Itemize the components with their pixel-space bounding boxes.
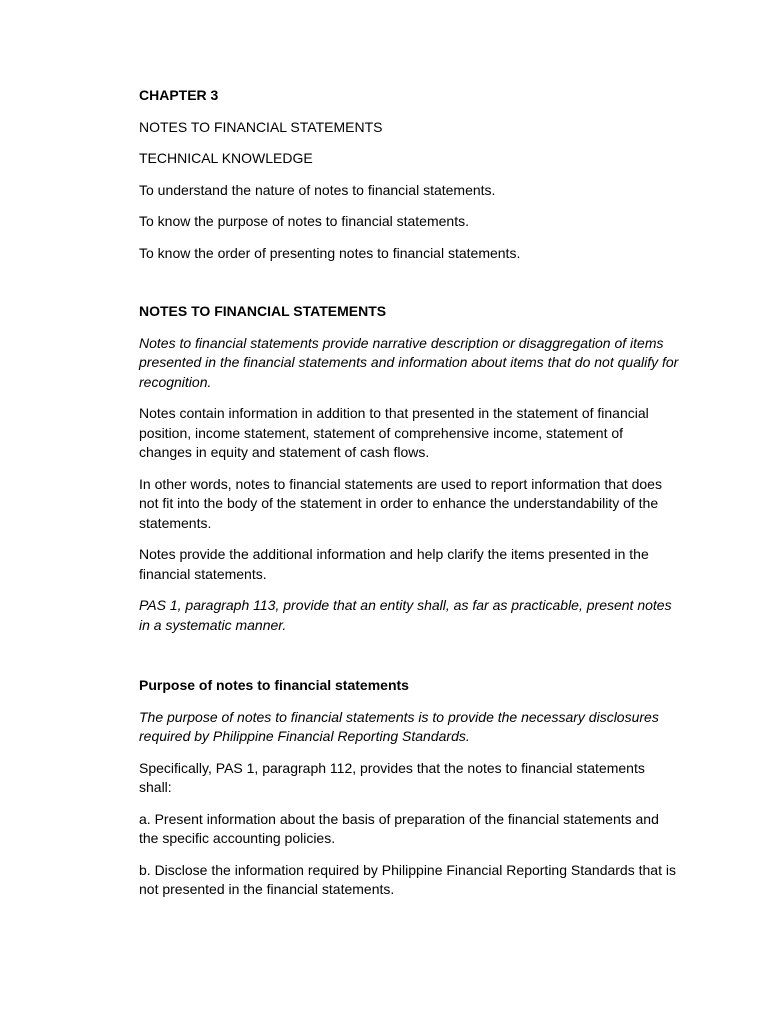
objective-item: To know the purpose of notes to financial statements. bbox=[139, 213, 469, 229]
body-paragraph: Notes contain information in addition to that presented in the statement of financial position, income statement, statement of comprehensive income, statement of changes in equity and statement of cash flows. bbox=[139, 405, 649, 460]
purpose-paragraph: The purpose of notes to financial statements is to provide the necessary disclosures required by Philippine Financial Reporting Standards. bbox=[139, 708, 659, 744]
list-item: b. Disclose the information required by Philippine Financial Reporting Standards that is not presented in the financial statements. bbox=[139, 861, 676, 897]
definition-paragraph: Notes to financial statements provide narrative description or disaggregation of items presented in the financial statements and information about items that do not qualify for recognition. bbox=[139, 334, 679, 390]
section-heading: Purpose of notes to financial statements bbox=[139, 677, 409, 693]
chapter-title: NOTES TO FINANCIAL STATEMENTS bbox=[139, 118, 383, 135]
body-paragraph: In other words, notes to financial statements are used to report information that does not fit into the body of the statement in order to enhance the understandability of the statements. bbox=[139, 475, 662, 531]
list-item: a. Present information about the basis of preparation of the financial statements and the specific accounting policies. bbox=[139, 810, 659, 846]
chapter-subtitle: TECHNICAL KNOWLEDGE bbox=[139, 150, 313, 166]
section-heading: NOTES TO FINANCIAL STATEMENTS bbox=[139, 303, 387, 319]
objective-item: To understand the nature of notes to financial statements. bbox=[139, 181, 496, 198]
body-paragraph: Specifically, PAS 1, paragraph 112, provides that the notes to financial statements shall: bbox=[139, 759, 645, 795]
body-paragraph: Notes provide the additional information and help clarify the items presented in the financial statements. bbox=[139, 546, 649, 582]
document-body bbox=[139, 86, 679, 900]
chapter-label: CHAPTER 3 bbox=[139, 87, 219, 103]
pas-note-paragraph: PAS 1, paragraph 113, provide that an entity shall, as far as practicable, present notes in a systematic manner. bbox=[139, 597, 672, 633]
objective-item: To know the order of presenting notes to financial statements. bbox=[139, 244, 521, 261]
